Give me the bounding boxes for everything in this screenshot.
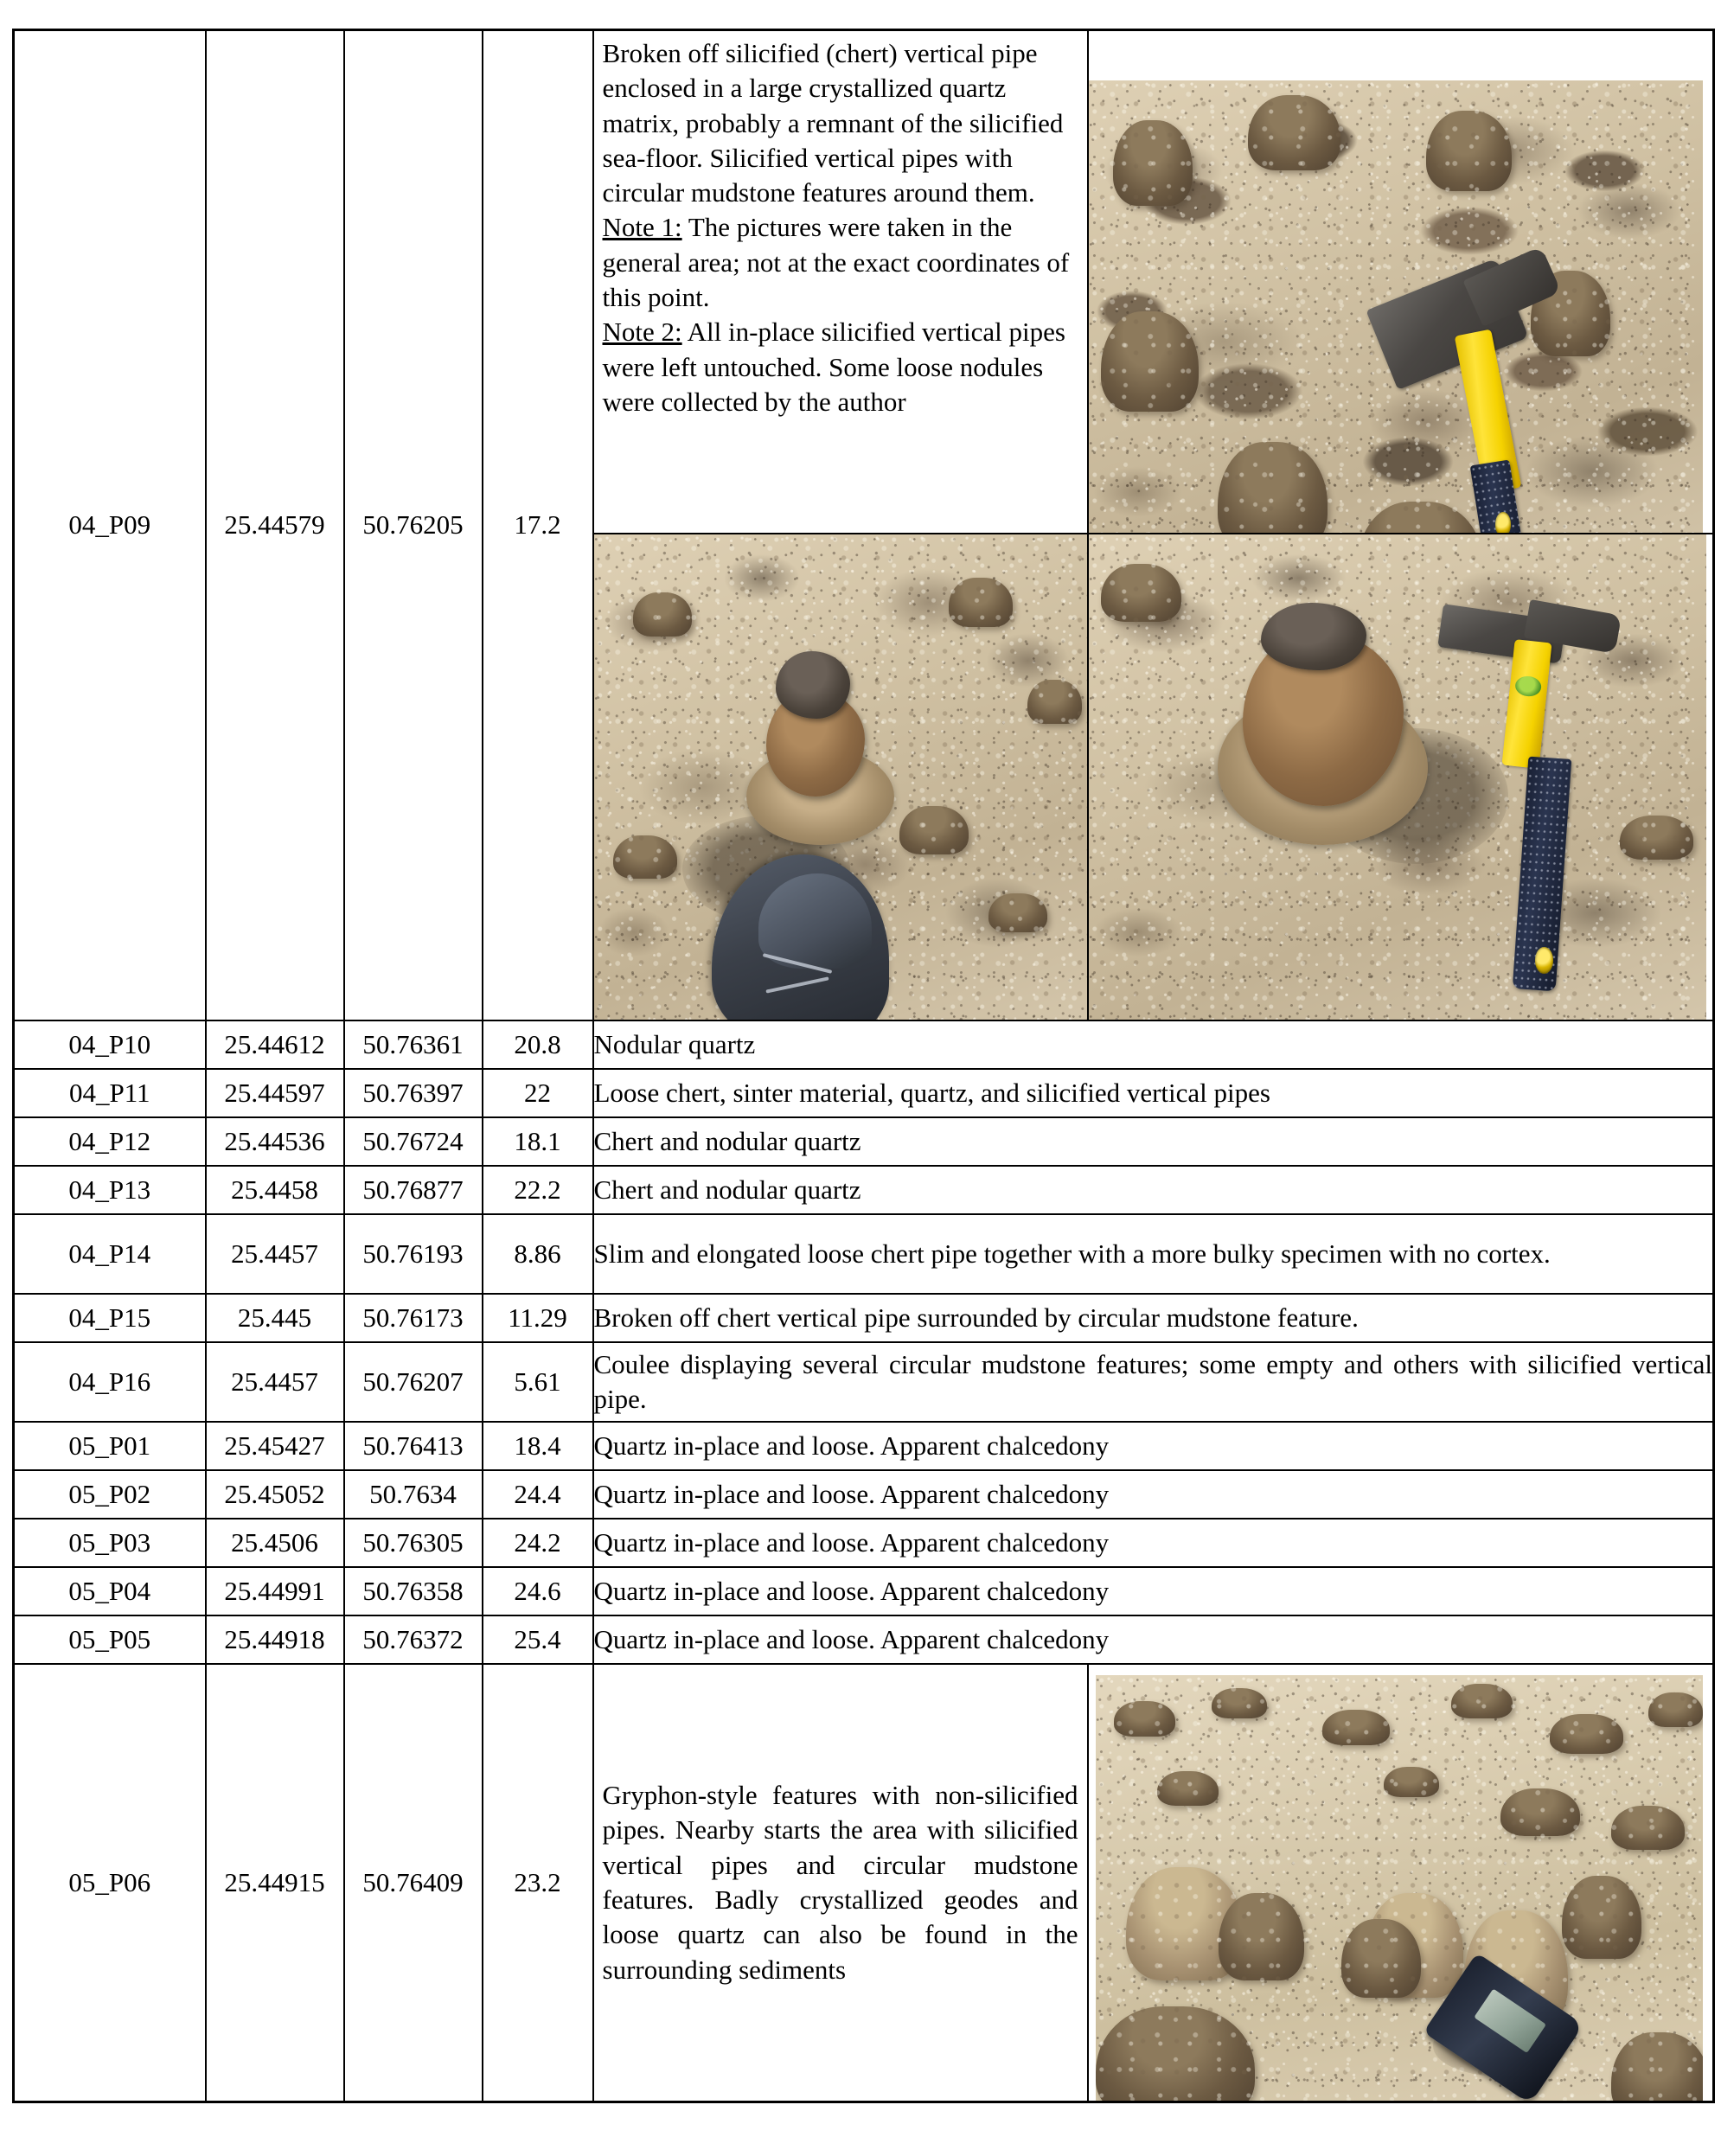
cell-description: Chert and nodular quartz <box>593 1166 1714 1214</box>
cell-point-id: 04_P15 <box>14 1294 206 1342</box>
photo-strip <box>594 533 1713 1020</box>
table-row <box>14 1069 1714 1117</box>
description-text <box>594 31 1087 533</box>
table-row <box>14 1214 1714 1294</box>
cell-description: Quartz in-place and loose. Apparent chalcedony <box>593 1470 1714 1519</box>
note-1-text: The pictures were taken in the general area; not at the exact coordinates of this point. <box>602 212 1070 313</box>
note-2-text: All in-place silicified vertical pipes were left untouched. Some loose nodules were collected by the author <box>602 317 1065 417</box>
cell-latitude: 25.4457 <box>206 1214 344 1294</box>
note-1-label: Note 1: <box>602 212 682 243</box>
cell-description <box>593 30 1714 1021</box>
cell-longitude: 50.76205 <box>344 30 483 1021</box>
description-paragraph: Broken off silicified (chert) vertical pipe enclosed in a large crystallized quartz matrix, probably a remnant of the silicified sea-floor. Silicified vertical pipes with circular mudstone features around them. <box>602 38 1064 208</box>
table-row <box>14 1470 1714 1519</box>
cell-longitude: 50.76877 <box>344 1166 483 1214</box>
cell-description: Quartz in-place and loose. Apparent chalcedony <box>593 1422 1714 1470</box>
cell-latitude: 25.4506 <box>206 1519 344 1567</box>
geologists-hammer-on-chert-rubble-photo <box>1087 31 1703 533</box>
cell-point-id: 04_P10 <box>14 1020 206 1069</box>
cell-point-id: 05_P01 <box>14 1422 206 1470</box>
cell-description: Slim and elongated loose chert pipe together with a more bulky specimen with no cortex. <box>593 1214 1714 1294</box>
table-row <box>14 1020 1714 1069</box>
table-row <box>14 1519 1714 1567</box>
cell-latitude: 25.4457 <box>206 1342 344 1422</box>
cell-latitude: 25.445 <box>206 1294 344 1342</box>
description-top-band <box>594 31 1713 533</box>
cell-description: Quartz in-place and loose. Apparent chalcedony <box>593 1615 1714 1664</box>
cell-longitude: 50.76358 <box>344 1567 483 1615</box>
cell-latitude: 25.44612 <box>206 1020 344 1069</box>
cell-elevation: 20.8 <box>483 1020 593 1069</box>
cell-description <box>593 1664 1714 2102</box>
table-row <box>14 1166 1714 1214</box>
cell-longitude: 50.76413 <box>344 1422 483 1470</box>
cell-point-id: 05_P05 <box>14 1615 206 1664</box>
cell-latitude: 25.44918 <box>206 1615 344 1664</box>
cell-point-id: 05_P06 <box>14 1664 206 2102</box>
cell-longitude: 50.76305 <box>344 1519 483 1567</box>
cell-elevation: 24.4 <box>483 1470 593 1519</box>
cell-latitude: 25.44536 <box>206 1117 344 1166</box>
cell-description: Broken off chert vertical pipe surrounded by circular mudstone feature. <box>593 1294 1714 1342</box>
cell-description: Chert and nodular quartz <box>593 1117 1714 1166</box>
cell-point-id: 04_P16 <box>14 1342 206 1422</box>
cell-latitude: 25.45052 <box>206 1470 344 1519</box>
cell-latitude: 25.44915 <box>206 1664 344 2102</box>
cell-elevation: 22.2 <box>483 1166 593 1214</box>
cell-point-id: 04_P09 <box>14 30 206 1021</box>
hammer-handle-eyelet <box>1535 947 1553 974</box>
cell-description: Nodular quartz <box>593 1020 1714 1069</box>
cell-latitude: 25.44579 <box>206 30 344 1021</box>
cell-elevation: 18.4 <box>483 1422 593 1470</box>
cell-elevation: 5.61 <box>483 1342 593 1422</box>
cell-latitude: 25.4458 <box>206 1166 344 1214</box>
cell-description: Loose chert, sinter material, quartz, and silicified vertical pipes <box>593 1069 1714 1117</box>
cell-elevation: 11.29 <box>483 1294 593 1342</box>
cell-elevation: 8.86 <box>483 1214 593 1294</box>
hammer-handle-yellow <box>1502 640 1552 770</box>
table-row <box>14 1117 1714 1166</box>
cell-latitude: 25.44991 <box>206 1567 344 1615</box>
boot-for-scale <box>712 854 889 1020</box>
cell-elevation: 24.2 <box>483 1519 593 1567</box>
table-row <box>14 1294 1714 1342</box>
geologists-hammer <box>1089 80 1703 533</box>
cell-point-id: 04_P11 <box>14 1069 206 1117</box>
cell-elevation: 25.4 <box>483 1615 593 1664</box>
cell-latitude: 25.45427 <box>206 1422 344 1470</box>
geologists-hammer <box>1089 534 1706 1020</box>
cell-elevation: 23.2 <box>483 1664 593 2102</box>
cell-point-id: 05_P02 <box>14 1470 206 1519</box>
note-2-label: Note 2: <box>602 317 682 348</box>
gryphon-style-mounds-with-gps-unit-for-scale-photo <box>1087 1665 1703 2101</box>
cell-longitude: 50.7634 <box>344 1470 483 1519</box>
cell-elevation: 24.6 <box>483 1567 593 1615</box>
cell-longitude: 50.76193 <box>344 1214 483 1294</box>
table-row <box>14 1615 1714 1664</box>
table-row <box>14 1664 1714 2102</box>
cell-longitude: 50.76173 <box>344 1294 483 1342</box>
cell-point-id: 04_P12 <box>14 1117 206 1166</box>
table-row <box>14 30 1714 1021</box>
cell-longitude: 50.76372 <box>344 1615 483 1664</box>
description-text: Gryphon-style features with non-silicified pipes. Nearby starts the area with silicified vertical pipes and circular mudstone features. Badly crystallized geodes and loose quartz can also be found in the surrounding sediments <box>602 1780 1078 1985</box>
field-survey-table <box>12 29 1715 2103</box>
table-row <box>14 1422 1714 1470</box>
cell-point-id: 05_P03 <box>14 1519 206 1567</box>
cell-description: Coulee displaying several circular mudstone features; some empty and others with silicified vertical pipe. <box>593 1342 1714 1422</box>
hammer-brand-logo <box>1514 675 1542 698</box>
cell-latitude: 25.44597 <box>206 1069 344 1117</box>
description-with-photo <box>594 1665 1713 2101</box>
cell-point-id: 04_P13 <box>14 1166 206 1214</box>
cell-description: Quartz in-place and loose. Apparent chalcedony <box>593 1567 1714 1615</box>
cell-description: Quartz in-place and loose. Apparent chalcedony <box>593 1519 1714 1567</box>
table-row <box>14 1342 1714 1422</box>
silicified-nodule-with-hammer-for-scale-photo <box>1087 534 1706 1020</box>
description-with-photos <box>594 31 1713 1020</box>
cell-elevation: 18.1 <box>483 1117 593 1166</box>
cell-longitude: 50.76397 <box>344 1069 483 1117</box>
cell-elevation: 22 <box>483 1069 593 1117</box>
silicified-vertical-pipe-with-boot-for-scale-photo <box>594 534 1087 1020</box>
table-row <box>14 1567 1714 1615</box>
cell-longitude: 50.76724 <box>344 1117 483 1166</box>
cell-longitude: 50.76409 <box>344 1664 483 2102</box>
cell-point-id: 05_P04 <box>14 1567 206 1615</box>
cell-elevation: 17.2 <box>483 30 593 1021</box>
hammer-handle-eyelet <box>1495 512 1511 533</box>
cell-longitude: 50.76207 <box>344 1342 483 1422</box>
cell-point-id: 04_P14 <box>14 1214 206 1294</box>
cell-longitude: 50.76361 <box>344 1020 483 1069</box>
crust-highlights <box>1096 1675 1703 2101</box>
pipe-cap <box>776 651 850 720</box>
